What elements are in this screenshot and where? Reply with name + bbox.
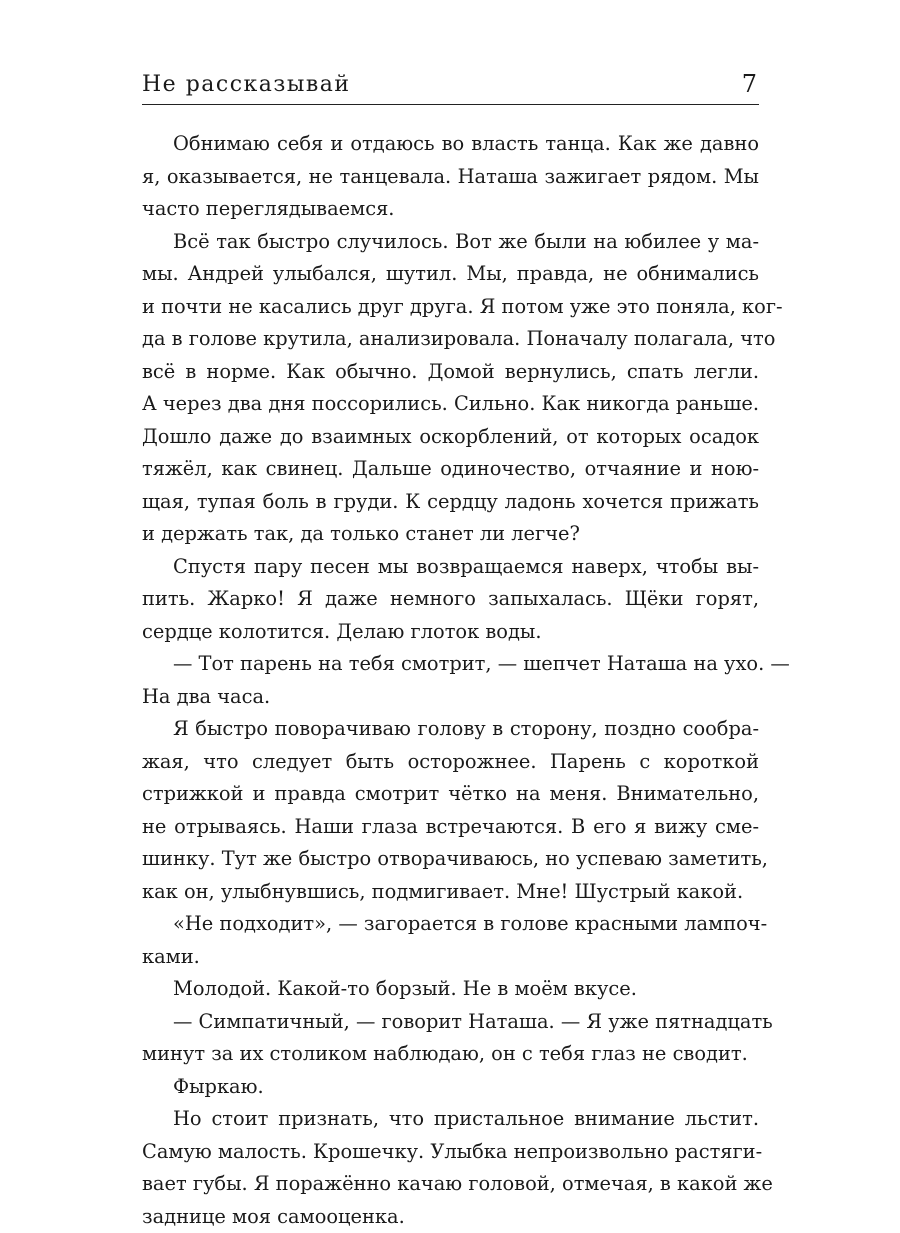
paragraph xyxy=(142,648,759,713)
text-line: Фыркаю. xyxy=(142,1071,759,1104)
text-line: Обнимаю себя и отдаюсь во власть танца. Как же давно xyxy=(142,128,759,161)
text-line: На два часа. xyxy=(142,681,759,714)
text-line: «Не подходит», — загорается в голове красными лампоч- xyxy=(142,908,759,941)
text-line: и держать так, да только станет ли легче? xyxy=(142,518,759,551)
paragraph xyxy=(142,128,759,226)
paragraph xyxy=(142,1006,759,1071)
text-line: пить. Жарко! Я даже немного запыхалась. Щёки горят, xyxy=(142,583,759,616)
text-line: Спустя пару песен мы возвращаемся наверх, чтобы вы- xyxy=(142,551,759,584)
paragraph xyxy=(142,908,759,973)
paragraph xyxy=(142,1103,759,1233)
paragraph xyxy=(142,551,759,649)
text-line: всё в норме. Как обычно. Домой вернулись, спать легли. xyxy=(142,356,759,389)
text-line: ками. xyxy=(142,941,759,974)
paragraph xyxy=(142,226,759,551)
book-title: Не рассказывай xyxy=(142,72,351,98)
text-line: как он, улыбнувшись, подмигивает. Мне! Шустрый какой. xyxy=(142,876,759,909)
paragraph xyxy=(142,713,759,908)
text-line: шинку. Тут же быстро отворачиваюсь, но успеваю заметить, xyxy=(142,843,759,876)
text-line: Но стоит признать, что пристальное внимание льстит. xyxy=(142,1103,759,1136)
text-line: Всё так быстро случилось. Вот же были на юбилее у ма- xyxy=(142,226,759,259)
text-line: не отрываясь. Наши глаза встречаются. В его я вижу сме- xyxy=(142,811,759,844)
text-line: щая, тупая боль в груди. К сердцу ладонь хочется прижать xyxy=(142,486,759,519)
text-line: Дошло даже до взаимных оскорблений, от которых осадок xyxy=(142,421,759,454)
running-header xyxy=(142,68,759,105)
page-number: 7 xyxy=(742,70,757,98)
text-line: вает губы. Я поражённо качаю головой, отмечая, в какой же xyxy=(142,1168,759,1201)
text-line: тяжёл, как свинец. Дальше одиночество, отчаяние и ною- xyxy=(142,453,759,486)
paragraph xyxy=(142,973,759,1006)
text-line: Молодой. Какой-то борзый. Не в моём вкусе. xyxy=(142,973,759,1006)
text-line: Самую малость. Крошечку. Улыбка непроизвольно растяги- xyxy=(142,1136,759,1169)
text-line: да в голове крутила, анализировала. Поначалу полагала, что xyxy=(142,323,759,356)
paragraph xyxy=(142,1071,759,1104)
text-line: мы. Андрей улыбался, шутил. Мы, правда, не обнимались xyxy=(142,258,759,291)
text-line: я, оказывается, не танцевала. Наташа зажигает рядом. Мы xyxy=(142,161,759,194)
text-line: — Симпатичный, — говорит Наташа. — Я уже пятнадцать xyxy=(142,1006,759,1039)
text-line: А через два дня поссорились. Сильно. Как никогда раньше. xyxy=(142,388,759,421)
text-line: Я быстро поворачиваю голову в сторону, поздно сообра- xyxy=(142,713,759,746)
text-line: часто переглядываемся. xyxy=(142,193,759,226)
body-text xyxy=(142,128,759,1233)
text-line: заднице моя самооценка. xyxy=(142,1201,759,1233)
text-line: — Тот парень на тебя смотрит, — шепчет Наташа на ухо. — xyxy=(142,648,759,681)
text-line: и почти не касались друг друга. Я потом уже это поняла, ког- xyxy=(142,291,759,324)
text-line: сердце колотится. Делаю глоток воды. xyxy=(142,616,759,649)
text-line: минут за их столиком наблюдаю, он с тебя глаз не сводит. xyxy=(142,1038,759,1071)
text-line: жая, что следует быть осторожнее. Парень с короткой xyxy=(142,746,759,779)
text-line: стрижкой и правда смотрит чётко на меня. Внимательно, xyxy=(142,778,759,811)
